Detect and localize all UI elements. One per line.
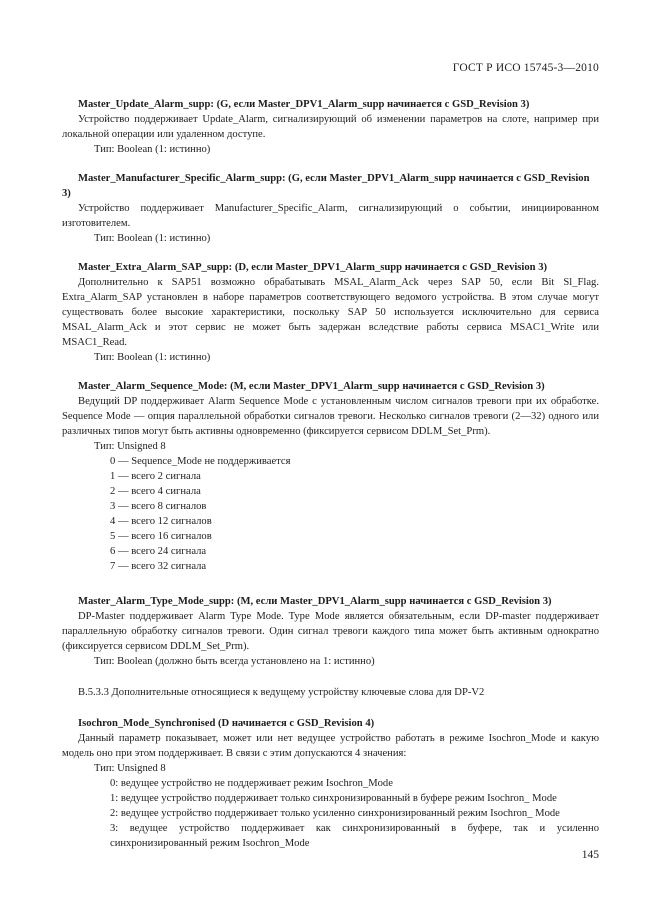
- keyword-description: DP-Master поддерживает Alarm Type Mode. Type Mode является обязательным, если DP-master поддерживает параллельную обработку сигналов тревоги. Один сигнал тревоги каждого типа может быть активным однократно (фиксируется сервисом DDLM_Set_Prm).: [62, 611, 599, 652]
- section-isochron-mode-synchronised: [62, 716, 599, 851]
- keyword-type: Тип: Boolean (должно быть всегда установлено на 1: истинно): [94, 656, 375, 667]
- list-item: 5 — всего 16 сигналов: [110, 531, 212, 542]
- keyword-description: Устройство поддерживает Update_Alarm, сигнализирующий об изменении параметров на слоте, например при локальной операции или удаленном доступе.: [62, 114, 599, 140]
- list-item: 3: ведущее устройство поддерживает как синхронизированный в буфере, так и усиленно синхронизированный режим Isochron_Mode: [110, 823, 599, 849]
- keyword-title: Master_Manufacturer_Specific_Alarm_supp: (G, если Master_DPV1_Alarm_supp начинается с GSD_Revision 3): [62, 173, 590, 199]
- keyword-description: Данный параметр показывает, может или нет ведущее устройство работать в режиме Isochron_Mode и какую модель оно при этом поддерживает. В связи с этим допускаются 4 значения:: [62, 733, 599, 759]
- keyword-type: Тип: Unsigned 8: [94, 763, 166, 774]
- keyword-title: Isochron_Mode_Synchronised (D начинается с GSD_Revision 4): [78, 718, 375, 729]
- list-item: 1: ведущее устройство поддерживает только синхронизированный в буфере режим Isochron_ Mode: [110, 793, 557, 804]
- subsection-heading: В.5.3.3 Дополнительные относящиеся к ведущему устройству ключевые слова для DP-V2: [78, 687, 485, 698]
- keyword-type: Тип: Boolean (1: истинно): [94, 233, 211, 244]
- list-item: 3 — всего 8 сигналов: [110, 501, 207, 512]
- keyword-description: Ведущий DP поддерживает Alarm Sequence Mode с установленным числом сигналов тревоги при их обработке. Sequence Mode — опция параллельной обработки сигналов тревоги. Несколько сигналов тревоги (2—32) одного или различных типов могут быть активны одновременно (фиксируется сервисом DDLM_Set_Prm).: [62, 396, 599, 437]
- keyword-type: Тип: Unsigned 8: [94, 441, 166, 452]
- list-item: 2: ведущее устройство поддерживает только усиленно синхронизированный режим Isochron_ Mode: [110, 808, 560, 819]
- list-item: 1 — всего 2 сигнала: [110, 471, 201, 482]
- page-number: 145: [581, 849, 599, 861]
- section-master-update-alarm: [62, 97, 599, 157]
- keyword-type: Тип: Boolean (1: истинно): [94, 352, 211, 363]
- keyword-description: Устройство поддерживает Manufacturer_Specific_Alarm, сигнализирующий о событии, инициированном изготовителем.: [62, 203, 599, 229]
- page-content: [62, 97, 599, 851]
- section-master-manufacturer-alarm: [62, 171, 599, 246]
- list-item: 0 — Sequence_Mode не поддерживается: [110, 456, 291, 467]
- list-item: 2 — всего 4 сигнала: [110, 486, 201, 497]
- section-master-extra-alarm-sap: [62, 260, 599, 365]
- keyword-title: Master_Alarm_Sequence_Mode: (M, если Master_DPV1_Alarm_supp начинается с GSD_Revision 3): [78, 381, 545, 392]
- keyword-title: Master_Extra_Alarm_SAP_supp: (D, если Master_DPV1_Alarm_supp начинается с GSD_Revision 3): [78, 262, 548, 273]
- list-item: 6 — всего 24 сигнала: [110, 546, 207, 557]
- keyword-title: Master_Alarm_Type_Mode_supp: (M, если Master_DPV1_Alarm_supp начинается с GSD_Revision 3): [78, 596, 552, 607]
- section-master-alarm-type-mode: [62, 594, 599, 669]
- list-item: 7 — всего 32 сигнала: [110, 561, 207, 572]
- list-item: 4 — всего 12 сигналов: [110, 516, 212, 527]
- page-header: ГОСТ Р ИСО 15745-3—2010: [452, 62, 599, 74]
- keyword-title: Master_Update_Alarm_supp: (G, если Master_DPV1_Alarm_supp начинается с GSD_Revision 3): [78, 99, 530, 110]
- value-list: [62, 776, 599, 851]
- list-item: 0: ведущее устройство не поддерживает режим Isochron_Mode: [110, 778, 393, 789]
- section-master-alarm-sequence-mode: [62, 379, 599, 574]
- keyword-description: Дополнительно к SAP51 возможно обрабатывать MSAL_Alarm_Ack через SAP 50, если Bit Sl_Flag. Extra_Alarm_SAP установлен в наборе параметров соответствующего ведомого устройства. В этом случае могут существовать более высокие характеристики, поскольку SAP 50 используется исключительно для сервиса MSAL_Alarm_Ack и этот сервис не может быть задержан вследствие работы сервиса MSAC1_Write или MSAC1_Read.: [62, 277, 599, 348]
- value-list: [62, 454, 599, 574]
- keyword-type: Тип: Boolean (1: истинно): [94, 144, 211, 155]
